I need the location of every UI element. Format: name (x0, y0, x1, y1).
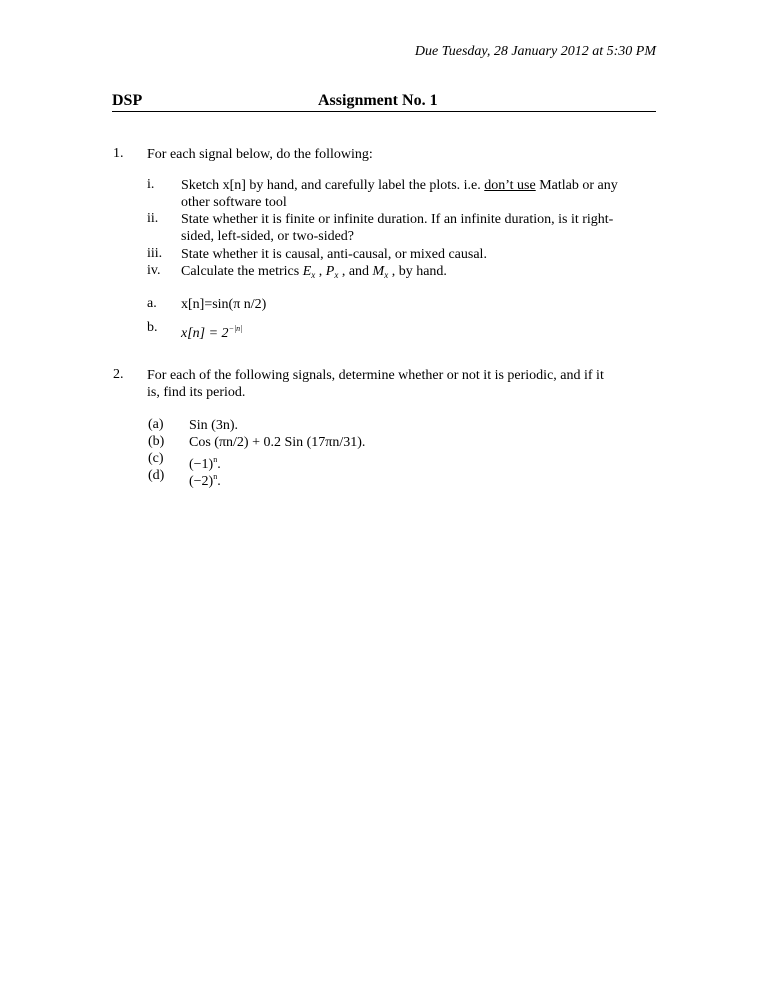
metric-m-sub: x (384, 270, 389, 280)
q1-item-i-underlined: don’t use (484, 178, 536, 193)
metric-p-sub: x (334, 270, 339, 280)
q2-item-d-exponent: n (213, 472, 218, 481)
q1-item-ii-line2: sided, left-sided, or two-sided? (181, 229, 355, 244)
q2-item-c-tail: . (217, 457, 221, 472)
q2-item-d-text (189, 468, 665, 490)
q2-item-d-base: (−2) (189, 474, 214, 489)
assignment-title: Assignment No. 1 (318, 92, 438, 109)
q1-item-iv-text (181, 263, 657, 284)
q2-item-c-base: (−1) (189, 457, 214, 472)
question-2-number: 2. (113, 367, 124, 382)
q1-item-iv-post: , by hand. (388, 264, 447, 279)
q2-item-a-label: (a) (148, 417, 164, 432)
q1-item-i-line2: other software tool (181, 195, 287, 210)
q2-item-b-label: (b) (148, 434, 165, 449)
question-2-line2: is, find its period. (147, 385, 246, 400)
q1-item-ii-text (181, 211, 657, 245)
metric-comma: , (315, 264, 326, 279)
course-title: DSP (112, 92, 143, 109)
q2-item-c-exponent: n (213, 455, 218, 464)
q2-item-d-tail: . (217, 474, 221, 489)
document-header (112, 92, 656, 112)
q1-item-ii-number: ii. (147, 211, 159, 226)
q1-item-i-text (181, 177, 657, 211)
signal-b-label: b. (147, 320, 158, 335)
q1-item-i-pre: Sketch x[n] by hand, and carefully label the plots. i.e. (181, 178, 485, 193)
metric-m: M (372, 264, 385, 279)
due-date: Due Tuesday, 28 January 2012 at 5:30 PM (414, 44, 656, 59)
q1-item-iv-pre: Calculate the metrics (181, 264, 303, 279)
q1-item-i-post: Matlab or any (535, 178, 618, 193)
q2-item-b-text: Cos (πn/2) + 0.2 Sin (17πn/31). (189, 435, 366, 450)
q2-item-c-label: (c) (148, 451, 164, 466)
signal-b-lhs: x[n] = 2 (181, 326, 229, 341)
signal-b-formula (181, 320, 657, 342)
q1-item-iii-text: State whether it is causal, anti-causal, or mixed causal. (181, 247, 487, 262)
metric-p: P (325, 264, 335, 279)
q2-item-a-text: Sin (3n). (189, 418, 238, 433)
question-2-text (147, 367, 655, 401)
question-1-number: 1. (113, 146, 124, 161)
question-1-intro: For each signal below, do the following: (147, 147, 373, 162)
q1-item-i-number: i. (147, 177, 155, 192)
signal-a-text: x[n]=sin(π n/2) (181, 297, 267, 312)
question-2-line1: For each of the following signals, determine whether or not it is periodic, and if it (147, 368, 604, 383)
signal-b-exponent: −|n| (228, 324, 243, 333)
q1-item-iv-number: iv. (147, 263, 161, 278)
metric-e-sub: x (311, 270, 316, 280)
q2-item-d-label: (d) (148, 468, 165, 483)
signal-a-label: a. (147, 296, 157, 311)
metric-and: , and (338, 264, 373, 279)
metric-e: E (302, 264, 312, 279)
q1-item-iii-number: iii. (147, 246, 163, 261)
q1-item-ii-line1: State whether it is finite or infinite duration. If an infinite duration, is it right- (181, 212, 614, 227)
